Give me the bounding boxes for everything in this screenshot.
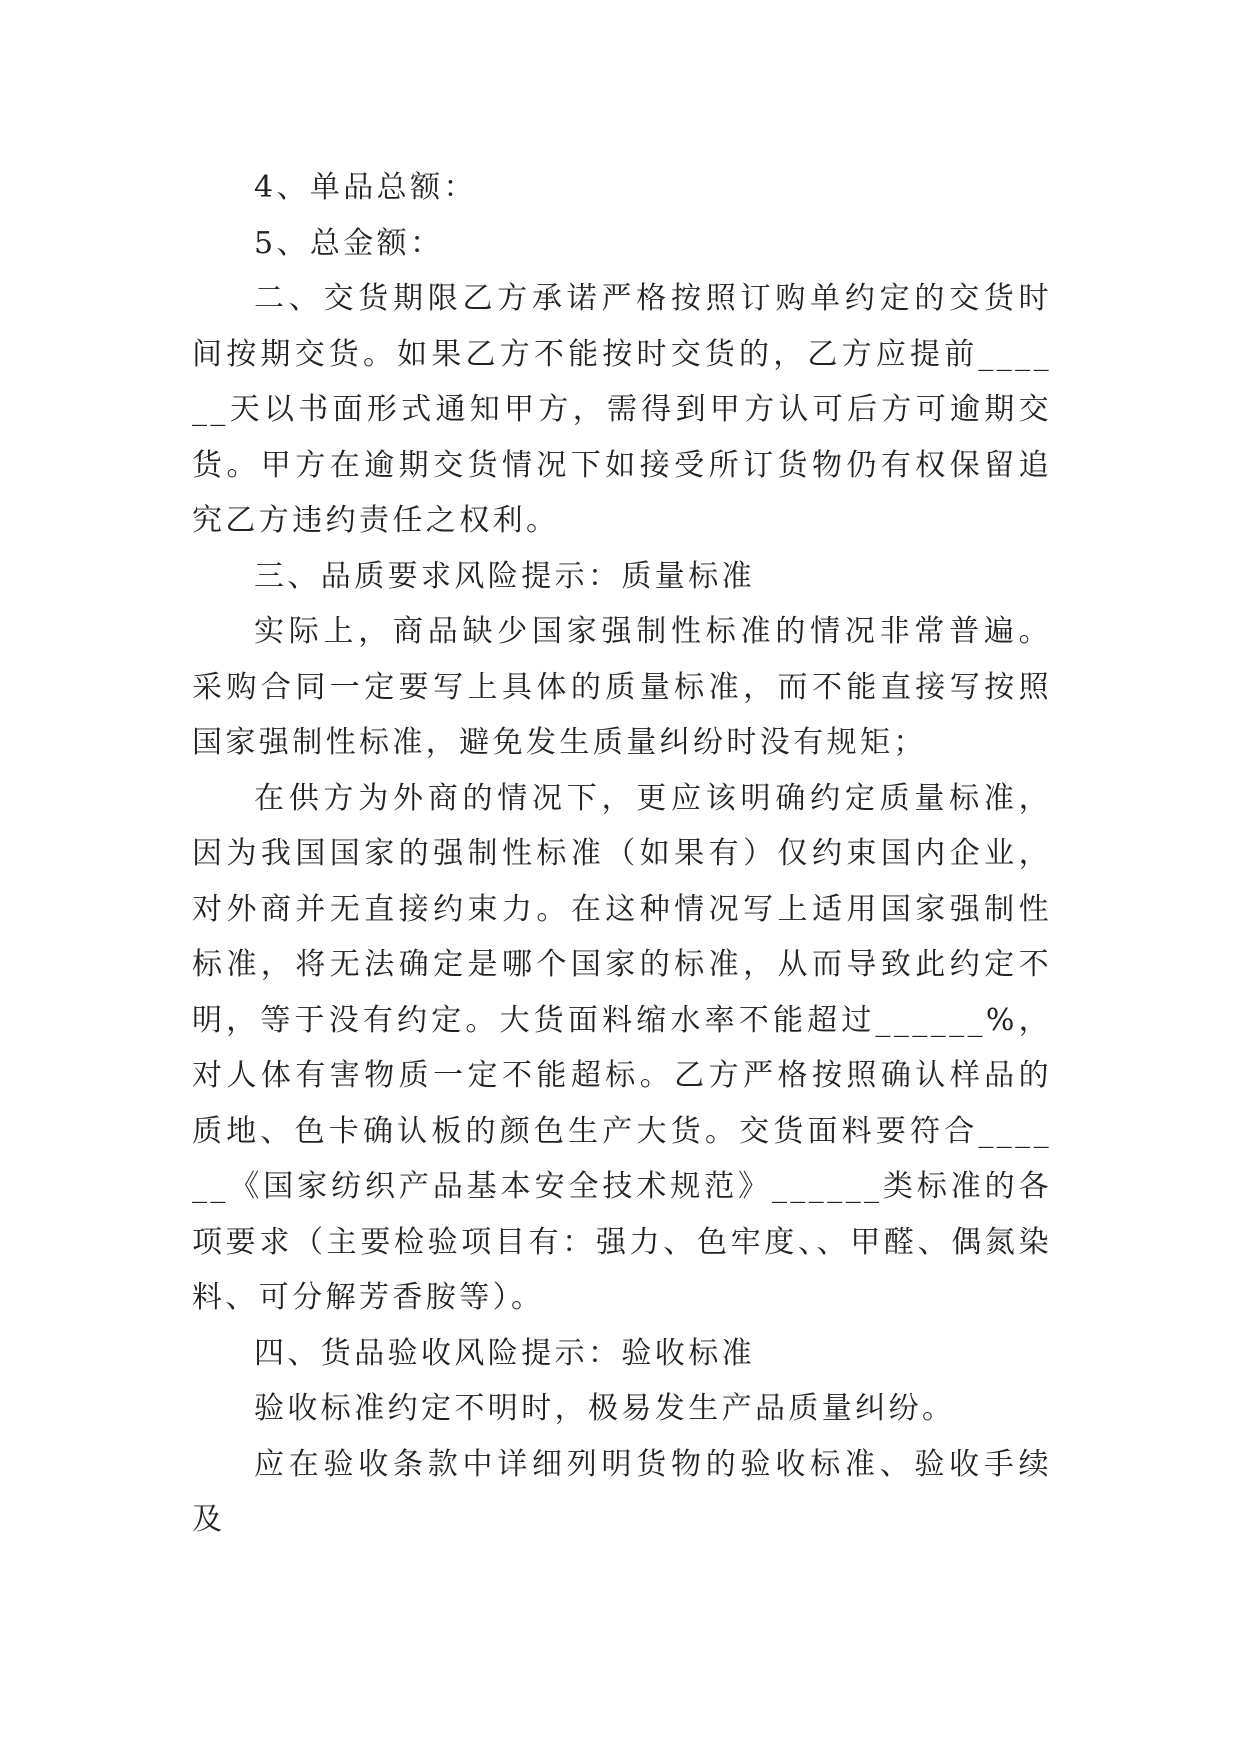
section-2-delivery-term: 二、交货期限乙方承诺严格按照订购单约定的交货时间按期交货。如果乙方不能按时交货的，乙方应提前______天以书面形式通知甲方，需得到甲方认可后方可逾期交货。甲方在逾期交货情况下如接受所订货物仍有权保留追究乙方违约责任之权利。 [192, 281, 1052, 538]
document-body [192, 160, 1052, 1548]
section-3-heading: 三、品质要求风险提示：质量标准 [254, 558, 755, 594]
section-3-paragraph-2: 在供方为外商的情况下，更应该明确约定质量标准，因为我国国家的强制性标准（如果有）仅约束国内企业，对外商并无直接约束力。在这种情况写上适用国家强制性标准，将无法确定是哪个国家的标准，从而导致此约定不明，等于没有约定。大货面料缩水率不能超过______%，对人体有害物质一定不能超标。乙方严格按照确认样品的质地、色卡确认板的颜色生产大货。交货面料要符合______《国家纺织产品基本安全技术规范》______类标准的各项要求（主要检验项目有：强力、色牢度、、甲醛、偶氮染料、可分解芳香胺等）。 [192, 780, 1052, 1315]
section-4-paragraph-1: 验收标准约定不明时，极易发生产品质量纠纷。 [254, 1391, 956, 1426]
section-3-paragraph-1: 实际上，商品缺少国家强制性标准的情况非常普遍。采购合同一定要写上具体的质量标准，而不能直接写按照国家强制性标准，避免发生质量纠纷时没有规矩； [192, 614, 1052, 760]
item-4-single-total: 4、单品总额： [254, 170, 477, 205]
section-4-paragraph-2: 应在验收条款中详细列明货物的验收标准、验收手续及 [192, 1446, 1052, 1537]
item-5-grand-total: 5、总金额： [254, 225, 444, 261]
section-4-heading: 四、货品验收风险提示：验收标准 [254, 1335, 755, 1371]
